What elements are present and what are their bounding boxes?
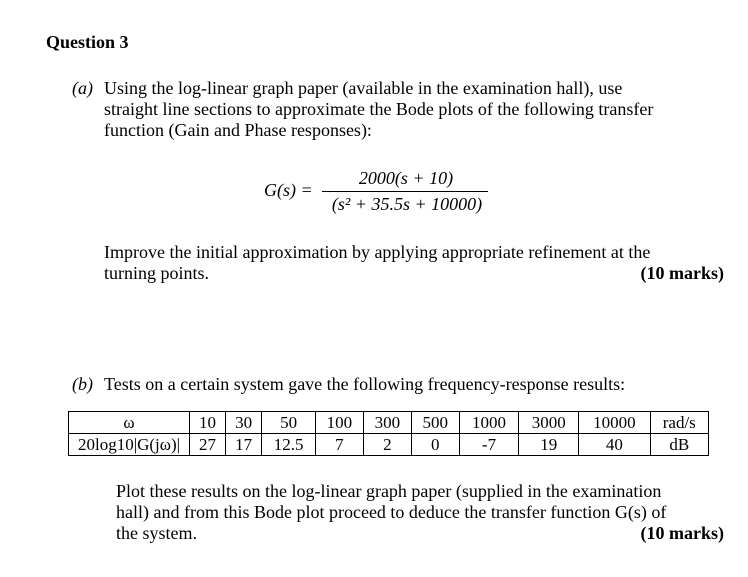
part-a-text: [104, 78, 653, 141]
table-cell: 500: [411, 412, 459, 434]
table-cell: 10000: [579, 412, 651, 434]
refinement-text: [104, 242, 650, 284]
table-cell: 17: [226, 434, 262, 456]
refinement-line: turning points.: [104, 263, 210, 283]
part-b-label: (b): [72, 374, 93, 394]
frequency-response-table: [68, 411, 709, 456]
table-cell: 2: [363, 434, 411, 456]
equation-lhs: G(s) =: [264, 180, 313, 200]
table-cell: 10: [190, 412, 226, 434]
table-cell: 30: [226, 412, 262, 434]
table-cell: 300: [363, 412, 411, 434]
table-row: [69, 434, 709, 456]
part-a-label: (a): [72, 78, 93, 98]
table-unit: rad/s: [650, 412, 708, 434]
table-cell: 100: [315, 412, 363, 434]
table-cell: 12.5: [262, 434, 316, 456]
table-cell: 0: [411, 434, 459, 456]
table-header-gain: 20log10|G(jω)|: [69, 434, 190, 456]
equation-numerator: 2000(s + 10): [358, 168, 454, 188]
table-cell: 19: [519, 434, 579, 456]
table-cell: 27: [190, 434, 226, 456]
part-a-line: function (Gain and Phase responses):: [104, 120, 372, 140]
part-b-text: [116, 481, 666, 544]
question-title: Question 3: [46, 32, 129, 52]
part-b-line: hall) and from this Bode plot proceed to deduce the transfer function G(s) of: [116, 502, 667, 522]
refinement-line: Improve the initial approximation by applying appropriate refinement at the: [104, 242, 651, 262]
part-b-intro: Tests on a certain system gave the following frequency-response results:: [104, 374, 626, 394]
table-cell: 7: [315, 434, 363, 456]
table-header-omega: ω: [69, 412, 190, 434]
part-b-marks: (10 marks): [640, 523, 724, 543]
table-cell: 3000: [519, 412, 579, 434]
part-b-line: the system.: [116, 523, 197, 543]
table-cell: 40: [579, 434, 651, 456]
table-cell: 1000: [459, 412, 519, 434]
part-b-line: Plot these results on the log-linear graph paper (supplied in the examination: [116, 481, 662, 501]
table-unit: dB: [650, 434, 708, 456]
table-row: [69, 412, 709, 434]
fraction-bar: [322, 191, 488, 192]
table-cell: -7: [459, 434, 519, 456]
part-a-line: Using the log-linear graph paper (available in the examination hall), use: [104, 78, 623, 98]
table-cell: 50: [262, 412, 316, 434]
equation-denominator: (s² + 35.5s + 10000): [331, 194, 483, 214]
part-a-line: straight line sections to approximate the Bode plots of the following transfer: [104, 99, 654, 119]
part-a-marks: (10 marks): [640, 263, 724, 283]
